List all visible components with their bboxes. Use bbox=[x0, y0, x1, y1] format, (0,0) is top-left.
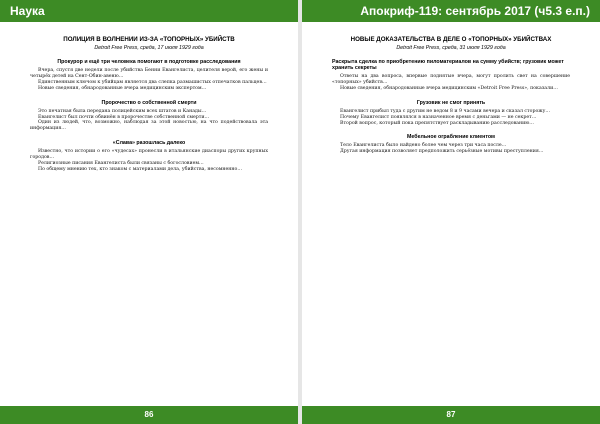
article-title: ПОЛИЦИЯ В ВОЛНЕНИИ ИЗ-ЗА «ТОПОРНЫХ» УБИЙСТВ bbox=[63, 36, 235, 43]
section-heading: Прокурор и ещё три человека помогают в подготовке расследования bbox=[57, 59, 241, 66]
left-content bbox=[0, 30, 298, 384]
left-article bbox=[30, 36, 268, 172]
section-heading: Грузовик не смог принять bbox=[416, 99, 486, 106]
right-page bbox=[302, 0, 600, 424]
section-heading: Мебельное ограбление клиентом bbox=[407, 134, 495, 141]
right-header: Апокриф-119: сентябрь 2017 (ч5.3 е.п.) bbox=[302, 0, 600, 22]
article-paragraph: Единственным ключом к убийцам является два слепка размашистых отпечатков пальцев… bbox=[38, 80, 267, 86]
article-paragraph: Новые сведения, обнародованные вчера медицинским экспертом… bbox=[38, 85, 207, 91]
right-content bbox=[302, 30, 600, 384]
section-heading: «Слава» разошлась далеко bbox=[112, 140, 186, 147]
article-paragraph: Второй вопрос, который пока препятствует раскладыванию расследованию… bbox=[340, 120, 534, 126]
right-article bbox=[332, 36, 570, 155]
article-byline: Detroit Free Press, среда, 17 июля 1929 года bbox=[94, 45, 204, 52]
article-paragraph: Это печатная была передана полицейским всех штатов и Канады… bbox=[38, 108, 207, 114]
article-paragraph: Евангелист прибыл туда с другим не ведом 8 и 9 часами вечера и сказал сторожу… bbox=[340, 108, 551, 114]
left-header: Наука bbox=[0, 0, 298, 22]
right-page-number: 87 bbox=[302, 406, 600, 424]
article-paragraph: Ответы на два вопроса, впервые поднятые вчера, могут пролить свет на совершение «топорных» убийств… bbox=[332, 74, 570, 86]
article-paragraph: По общему мнению тех, кто знаком с материалами дела, убийства, несомненно… bbox=[38, 166, 243, 172]
section-heading: Раскрыта сделка по приобретению пиломатериалов на сумму убийств; грузовик может хранить секреты bbox=[332, 59, 564, 72]
article-paragraph: Один из людей, что, возможно, наблюдая за этой новостью, на что подействовала эта информация… bbox=[30, 120, 268, 132]
article-paragraph: Почему Евангелист появлялся в назначенное время с деньгами — не секрет… bbox=[340, 114, 537, 120]
article-paragraph: Вчера, спустя две недели после убийства Бенни Евангелиста, целителя верой, его жены и четырёх детей на Сент-Обин-авеню… bbox=[30, 68, 268, 80]
left-page bbox=[0, 0, 298, 424]
article-paragraph: Известно, что истории о его «чудесах» пронесли в итальянские диаспоры других крупных городов… bbox=[30, 149, 268, 160]
article-paragraph: Религиозные писания Евангелиста были связаны с богословием… bbox=[38, 160, 204, 166]
article-paragraph: Евангелист был почти обвинён в пророчестве собственной смерти… bbox=[38, 114, 210, 120]
section-heading: Пророчество о собственной смерти bbox=[101, 99, 197, 106]
article-paragraph: Новые сведения, обнародованные вчера медицинским «Detroit Free Press», показали… bbox=[340, 86, 558, 92]
article-title: НОВЫЕ ДОКАЗАТЕЛЬСТВА В ДЕЛЕ О «ТОПОРНЫХ» УБИЙСТВАХ bbox=[350, 36, 552, 43]
article-paragraph: Тело Евангелиста было найдено более чем через три часа после… bbox=[340, 143, 507, 149]
article-paragraph: Другая информация позволяет предположить серьёзные мотивы преступления… bbox=[340, 149, 544, 155]
article-byline: Detroit Free Press, среда, 31 июля 1929 года bbox=[396, 45, 506, 52]
left-page-number: 86 bbox=[0, 406, 298, 424]
